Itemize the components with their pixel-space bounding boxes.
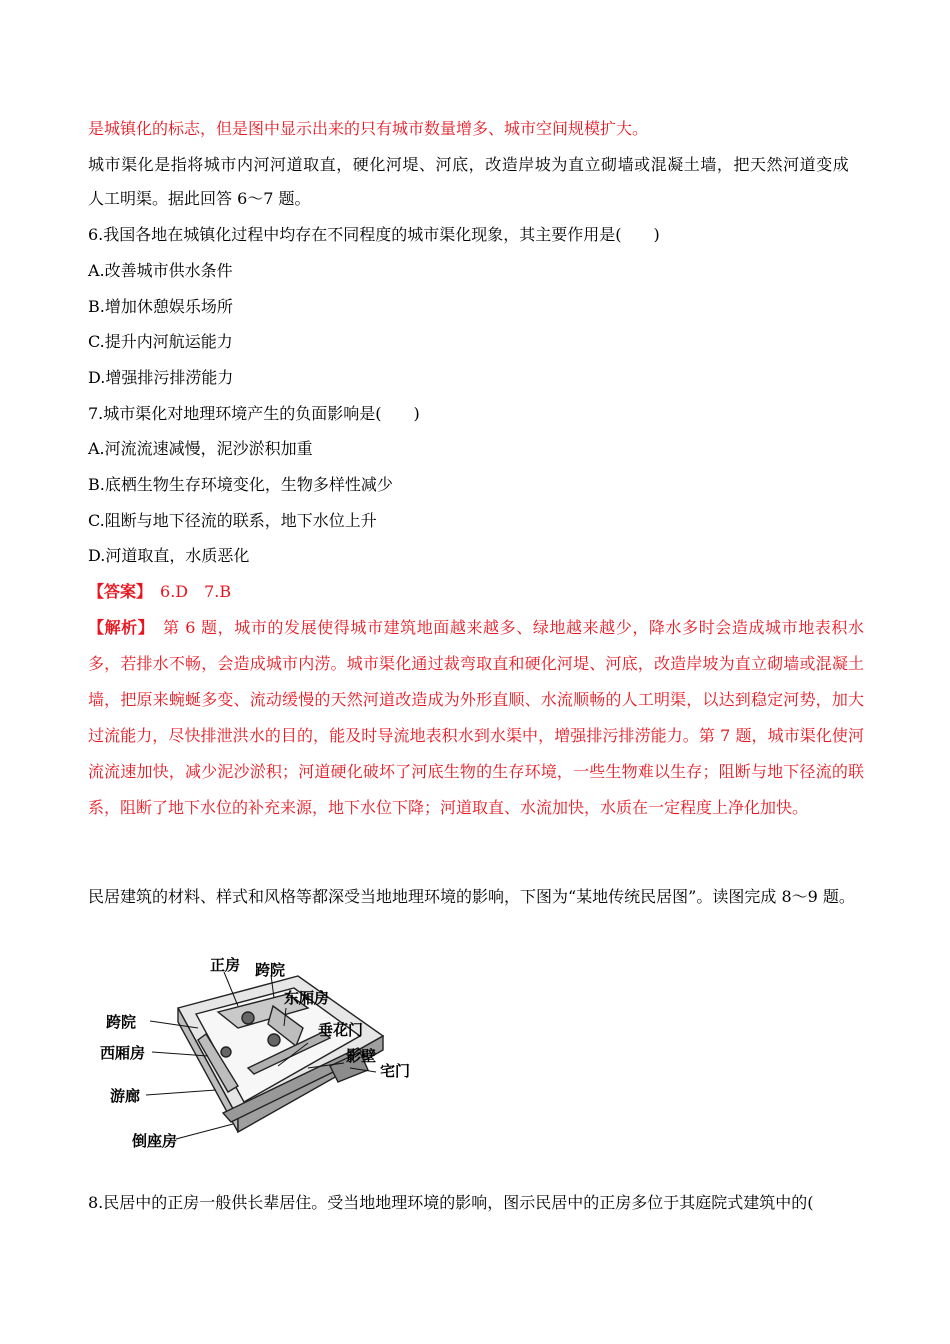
q6-option-c: C.提升内河航运能力 xyxy=(88,332,233,351)
analysis-paragraph xyxy=(88,610,864,826)
question-6: 6.我国各地在城镇化过程中均存在不同程度的城市渠化现象，其主要作用是( ) xyxy=(88,225,660,244)
intro-8-9: 民居建筑的材料、样式和风格等都深受当地地理环境的影响，下图为“某地传统民居图”。读图完成 8～9 题。 xyxy=(88,887,855,906)
label-daozuofang: 倒座房 xyxy=(132,1132,178,1150)
analysis-text: 第 6 题，城市的发展使得城市建筑地面越来越多、绿地越来越少，降水多时会造成城市地表积水多，若排水不畅，会造成城市内涝。城市渠化通过裁弯取直和硬化河堤、河底，改造岸坡为直立砌墙或混凝土墙，把原来蜿蜒多变、流动缓慢的天然河道改造成为外形直顺、水流顺畅的人工明渠，以达到稳定河势，加大过流能力，尽快排泄洪水的目的，能及时导流地表积水到水渠中，增强排污排涝能力。第 7 题，城市渠化使河流流速加快，减少泥沙淤积；河道硬化破坏了河底生物的生存环境，一些生物难以生存；阻断与地下径流的联系，阻断了地下水位的补充来源，地下水位下降；河道取直、水流加快，水质在一定程度上净化加快。 xyxy=(88,618,864,817)
label-kuayuan-top: 跨院 xyxy=(255,961,286,979)
q6-option-a: A.改善城市供水条件 xyxy=(88,261,233,280)
label-kuayuan-left: 跨院 xyxy=(106,1013,137,1031)
label-xixiangfang: 西厢房 xyxy=(100,1044,146,1062)
passage-line-2: 人工明渠。据此回答 6～7 题。 xyxy=(88,189,311,208)
intro-continuation: 是城镇化的标志，但是图中显示出来的只有城市数量增多、城市空间规模扩大。 xyxy=(88,119,649,138)
q7-option-c: C.阻断与地下径流的联系，地下水位上升 xyxy=(88,511,377,530)
q7-option-b: B.底栖生物生存环境变化，生物多样性减少 xyxy=(88,475,393,494)
label-youlang: 游廊 xyxy=(110,1087,141,1105)
label-yingbi: 影壁 xyxy=(346,1047,377,1065)
analysis-tag: 【解析】 xyxy=(88,618,147,637)
passage-line-1: 城市渠化是指将城市内河河道取直，硬化河堤、河底，改造岸坡为直立砌墙或混凝土墙，把天然河道变成 xyxy=(88,155,850,174)
label-zhengfang: 正房 xyxy=(210,956,241,974)
label-zhaimen: 宅门 xyxy=(380,1062,411,1080)
label-chuihuamen: 垂花门 xyxy=(318,1021,364,1039)
q7-option-d: D.河道取直，水质恶化 xyxy=(88,546,250,565)
answer-tag: 【答案】 xyxy=(88,582,145,601)
answer-line xyxy=(88,581,231,603)
traditional-courtyard-house-figure xyxy=(98,948,428,1170)
answer-text: 6.D 7.B xyxy=(144,582,232,601)
label-dongxiangfang: 东厢房 xyxy=(284,989,330,1007)
question-7: 7.城市渠化对地理环境产生的负面影响是( ) xyxy=(88,404,420,423)
q6-option-d: D.增强排污排涝能力 xyxy=(88,368,234,387)
q7-option-a: A.河流流速减慢，泥沙淤积加重 xyxy=(88,439,313,458)
q6-option-b: B.增加休憩娱乐场所 xyxy=(88,297,233,316)
question-8: 8.民居中的正房一般供长辈居住。受当地地理环境的影响，图示民居中的正房多位于其庭院式建筑中的( xyxy=(88,1193,814,1212)
